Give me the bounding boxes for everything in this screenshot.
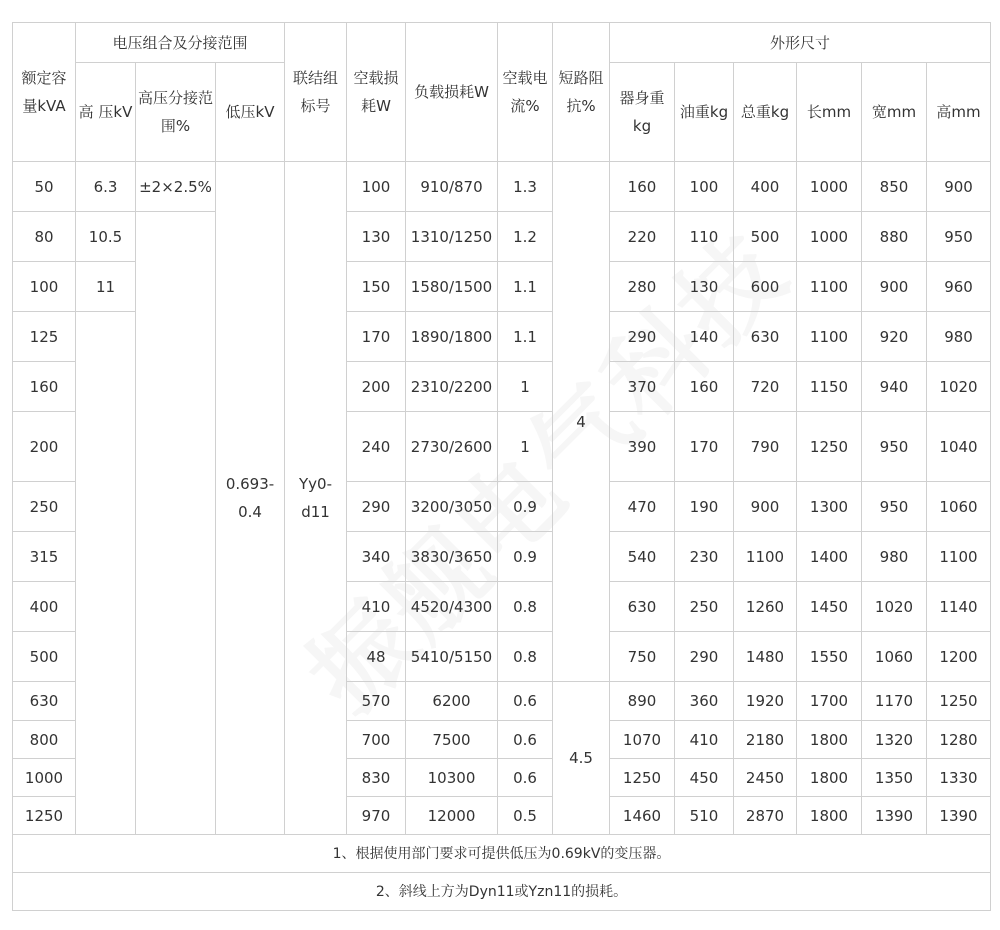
table-cell: 6200	[406, 682, 498, 721]
table-cell: 0.9	[498, 532, 553, 582]
table-cell: 1800	[797, 759, 862, 797]
transformer-spec-table	[12, 22, 991, 911]
impedance-cell: 4	[553, 162, 610, 682]
hv-cell: 6.3	[76, 162, 136, 212]
table-cell: 0.8	[498, 632, 553, 682]
table-cell: 1070	[610, 721, 675, 759]
table-cell: 880	[862, 212, 927, 262]
table-cell: 1390	[862, 797, 927, 835]
header-lv: 低压kV	[216, 63, 285, 162]
header-height: 高mm	[927, 63, 991, 162]
table-cell: 1350	[862, 759, 927, 797]
table-cell: 1100	[734, 532, 797, 582]
table-cell: 630	[13, 682, 76, 721]
table-cell: 450	[675, 759, 734, 797]
table-cell: 630	[610, 582, 675, 632]
table-cell: 1260	[734, 582, 797, 632]
table-cell: 12000	[406, 797, 498, 835]
table-cell: 1250	[13, 797, 76, 835]
hv-cell: 10.5	[76, 212, 136, 262]
table-cell: 100	[675, 162, 734, 212]
table-cell: 160	[13, 362, 76, 412]
table-cell: 1920	[734, 682, 797, 721]
table-cell: 630	[734, 312, 797, 362]
table-cell: 160	[675, 362, 734, 412]
table-row	[13, 162, 991, 212]
header-total-weight: 总重kg	[734, 63, 797, 162]
table-cell: 110	[675, 212, 734, 262]
table-cell: 410	[347, 582, 406, 632]
table-cell: 100	[13, 262, 76, 312]
table-cell: 2730/2600	[406, 412, 498, 482]
table-cell: 7500	[406, 721, 498, 759]
table-cell: 1890/1800	[406, 312, 498, 362]
table-cell: 1400	[797, 532, 862, 582]
table-cell: 1320	[862, 721, 927, 759]
table-cell: 900	[927, 162, 991, 212]
table-cell: 3830/3650	[406, 532, 498, 582]
lv-cell: 0.693-0.4	[216, 162, 285, 835]
table-cell: 2450	[734, 759, 797, 797]
header-body-weight: 器身重kg	[610, 63, 675, 162]
table-cell: 0.6	[498, 759, 553, 797]
table-cell: 100	[347, 162, 406, 212]
table-cell: 160	[610, 162, 675, 212]
table-cell: 1000	[797, 162, 862, 212]
table-cell: 340	[347, 532, 406, 582]
table-cell: 290	[610, 312, 675, 362]
table-cell: 0.6	[498, 721, 553, 759]
table-row	[13, 212, 991, 262]
table-cell: 1060	[862, 632, 927, 682]
table-cell: 0.5	[498, 797, 553, 835]
note-text: 2、斜线上方为Dyn11或Yzn11的损耗。	[13, 873, 991, 911]
table-cell: 1580/1500	[406, 262, 498, 312]
table-cell: 1460	[610, 797, 675, 835]
table-cell: 290	[675, 632, 734, 682]
impedance-cell: 4.5	[553, 682, 610, 835]
table-cell: 1100	[797, 262, 862, 312]
table-cell: 600	[734, 262, 797, 312]
table-cell: 1040	[927, 412, 991, 482]
header-group: 联结组标号	[285, 23, 347, 162]
table-cell: 140	[675, 312, 734, 362]
table-cell: 950	[927, 212, 991, 262]
header-tap: 高压分接范围%	[136, 63, 216, 162]
table-cell: 1250	[797, 412, 862, 482]
table-cell: 1480	[734, 632, 797, 682]
table-cell: 1020	[927, 362, 991, 412]
table-cell: 1.2	[498, 212, 553, 262]
table-cell: 315	[13, 532, 76, 582]
table-cell: 950	[862, 412, 927, 482]
table-cell: 1	[498, 362, 553, 412]
header-noload-current: 空载电流%	[498, 23, 553, 162]
table-cell: 1.1	[498, 262, 553, 312]
table-cell: 10300	[406, 759, 498, 797]
table-cell: 1	[498, 412, 553, 482]
table-cell: 230	[675, 532, 734, 582]
table-cell: 1250	[610, 759, 675, 797]
table-cell: 800	[13, 721, 76, 759]
table-cell: 980	[862, 532, 927, 582]
table-cell: 980	[927, 312, 991, 362]
note-row	[13, 835, 991, 873]
table-cell: 910/870	[406, 162, 498, 212]
note-row	[13, 873, 991, 911]
table-cell: 2180	[734, 721, 797, 759]
table-cell: 400	[734, 162, 797, 212]
table-cell: 390	[610, 412, 675, 482]
table-cell: 750	[610, 632, 675, 682]
hv-cell-empty	[76, 312, 136, 835]
header-width: 宽mm	[862, 63, 927, 162]
table-cell: 370	[610, 362, 675, 412]
table-cell: 4520/4300	[406, 582, 498, 632]
tap-cell: ±2×2.5%	[136, 162, 216, 212]
header-voltage-group: 电压组合及分接范围	[76, 23, 285, 63]
table-cell: 960	[927, 262, 991, 312]
table-cell: 130	[347, 212, 406, 262]
table-cell: 500	[734, 212, 797, 262]
table-cell: 540	[610, 532, 675, 582]
table-cell: 1.1	[498, 312, 553, 362]
table-cell: 1140	[927, 582, 991, 632]
table-cell: 1310/1250	[406, 212, 498, 262]
table-cell: 1.3	[498, 162, 553, 212]
table-cell: 1800	[797, 721, 862, 759]
table-cell: 1170	[862, 682, 927, 721]
table-cell: 720	[734, 362, 797, 412]
table-cell: 1700	[797, 682, 862, 721]
table-cell: 900	[734, 482, 797, 532]
table-cell: 570	[347, 682, 406, 721]
table-cell: 470	[610, 482, 675, 532]
table-cell: 830	[347, 759, 406, 797]
table-cell: 250	[675, 582, 734, 632]
table-cell: 1100	[797, 312, 862, 362]
table-cell: 500	[13, 632, 76, 682]
header-capacity: 额定容量kVA	[13, 23, 76, 162]
table-cell: 900	[862, 262, 927, 312]
header-hv: 高 压kV	[76, 63, 136, 162]
note-text: 1、根据使用部门要求可提供低压为0.69kV的变压器。	[13, 835, 991, 873]
table-cell: 5410/5150	[406, 632, 498, 682]
table-cell: 1000	[13, 759, 76, 797]
table-cell: 80	[13, 212, 76, 262]
table-cell: 510	[675, 797, 734, 835]
table-cell: 850	[862, 162, 927, 212]
table-cell: 0.9	[498, 482, 553, 532]
header-dimensions: 外形尺寸	[610, 23, 991, 63]
table-cell: 0.8	[498, 582, 553, 632]
table-cell: 200	[13, 412, 76, 482]
table-cell: 1800	[797, 797, 862, 835]
table-cell: 125	[13, 312, 76, 362]
table-cell: 1450	[797, 582, 862, 632]
table-cell: 220	[610, 212, 675, 262]
table-cell: 790	[734, 412, 797, 482]
hv-cell: 11	[76, 262, 136, 312]
header-load-loss: 负载损耗W	[406, 23, 498, 162]
table-cell: 360	[675, 682, 734, 721]
header-oil-weight: 油重kg	[675, 63, 734, 162]
table-cell: 1100	[927, 532, 991, 582]
table-cell: 1060	[927, 482, 991, 532]
table-cell: 48	[347, 632, 406, 682]
table-cell: 1250	[927, 682, 991, 721]
table-cell: 400	[13, 582, 76, 632]
table-cell: 2310/2200	[406, 362, 498, 412]
tap-cell-empty	[136, 212, 216, 835]
table-cell: 890	[610, 682, 675, 721]
table-cell: 170	[675, 412, 734, 482]
table-cell: 200	[347, 362, 406, 412]
table-cell: 1200	[927, 632, 991, 682]
table-cell: 1300	[797, 482, 862, 532]
header-row	[13, 23, 991, 63]
table-cell: 190	[675, 482, 734, 532]
table-cell: 0.6	[498, 682, 553, 721]
table-cell: 1330	[927, 759, 991, 797]
header-impedance: 短路阻抗%	[553, 23, 610, 162]
group-cell: Yy0-d11	[285, 162, 347, 835]
table-cell: 150	[347, 262, 406, 312]
table-cell: 250	[13, 482, 76, 532]
table-cell: 50	[13, 162, 76, 212]
table-cell: 410	[675, 721, 734, 759]
table-cell: 240	[347, 412, 406, 482]
table-cell: 1390	[927, 797, 991, 835]
table-cell: 1150	[797, 362, 862, 412]
table-cell: 130	[675, 262, 734, 312]
table-cell: 940	[862, 362, 927, 412]
table-cell: 1550	[797, 632, 862, 682]
table-cell: 290	[347, 482, 406, 532]
table-cell: 170	[347, 312, 406, 362]
header-length: 长mm	[797, 63, 862, 162]
table-cell: 700	[347, 721, 406, 759]
table-cell: 970	[347, 797, 406, 835]
header-noload-loss: 空载损耗W	[347, 23, 406, 162]
table-cell: 1000	[797, 212, 862, 262]
table-cell: 920	[862, 312, 927, 362]
table-cell: 3200/3050	[406, 482, 498, 532]
table-cell: 280	[610, 262, 675, 312]
table-cell: 1020	[862, 582, 927, 632]
table-cell: 2870	[734, 797, 797, 835]
table-cell: 950	[862, 482, 927, 532]
table-cell: 1280	[927, 721, 991, 759]
